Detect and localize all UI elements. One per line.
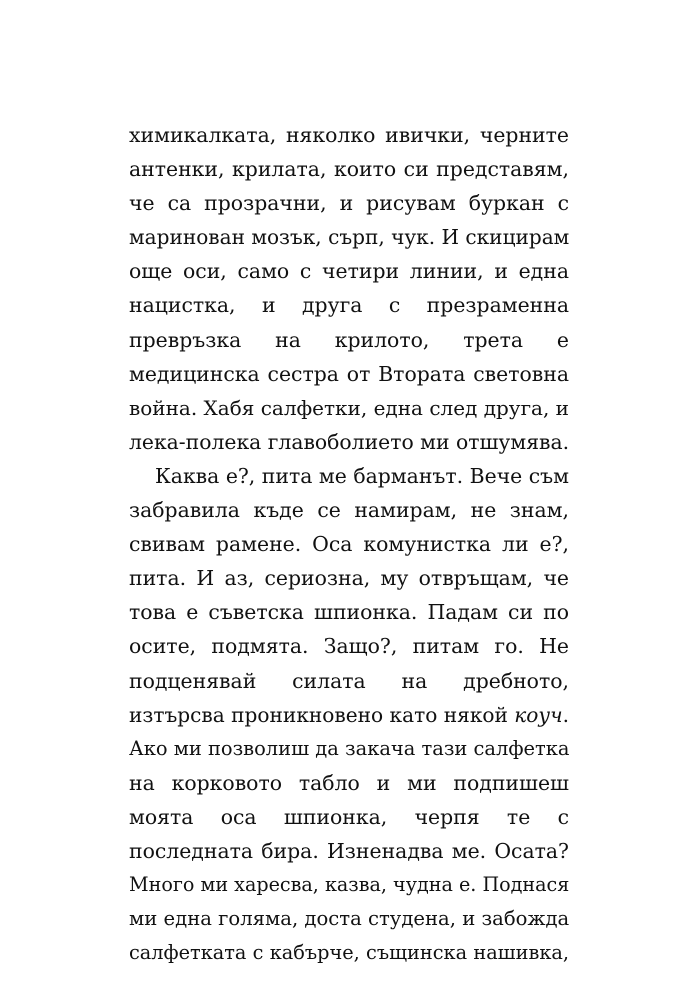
text-line: че са прозрачни, и рисувам буркан с [129,191,569,216]
text-line: осите, подмята. Защо?, питам го. Не [129,634,569,659]
text-line: свивам рамене. Оса комунистка ли е?, [129,532,569,557]
text-line: на корковото табло и ми подпишеш [129,770,569,795]
text-line: лека-полека главоболието ми отшумява. [129,429,570,454]
text-line: изтърсва проникновено като някой коуч. [129,702,569,727]
text-line: още оси, само с четири линии, и една [129,259,569,284]
text-line: салфетката с кабърче, същинска нашивка, [129,941,569,965]
paragraph-1 [129,118,569,459]
text-line: превръзка на крилото, трета е [129,327,569,352]
text-line: маринован мозък, сърп, чук. И скицирам [129,225,570,250]
text-line: антенки, крилата, които си представям, [129,157,569,182]
text-line: пита. И аз, сериозна, му отвръщам, че [129,566,569,591]
text-line: нацистка, и друга с презраменна [129,293,569,318]
italic-word: коуч [514,702,563,727]
text-line: Каква е?, пита ме барманът. Вече съм [155,463,569,488]
body-text [129,118,569,970]
text-line: забравила къде се намирам, не знам, [129,498,569,523]
text-line: война. Хабя салфетки, една след друга, и [129,395,569,420]
text-line: медицинска сестра от Втората световна [129,361,569,386]
text-line: последната бира. Изненадва ме. Осата? [129,838,569,863]
text-line: химикалката, няколко ивички, черните [129,123,569,147]
text-line: това е съветска шпионка. Падам си по [129,600,569,625]
text-line: ми една голяма, доста студена, и забожда [129,907,570,931]
text-line: моята оса шпионка, черпя те с [129,804,569,829]
text-line: Ако ми позволиш да закача тази салфетка [129,736,570,760]
text-line: Много ми харесва, казва, чудна е. Поднася [129,873,570,897]
paragraph-2 [129,459,569,970]
text-line: подценявай силата на дребното, [129,668,569,693]
